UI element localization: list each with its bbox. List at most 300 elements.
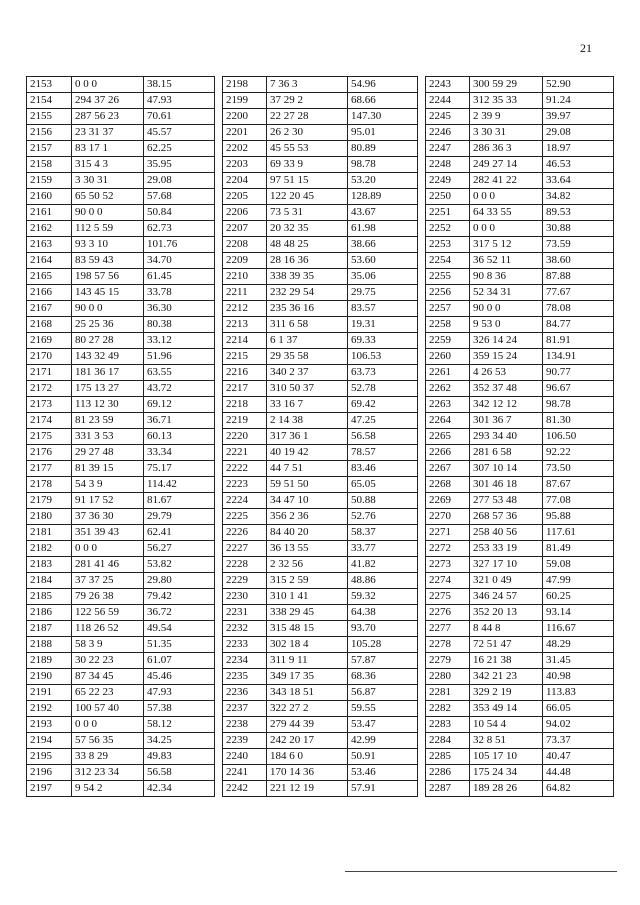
point-number-cell: 2270 [426, 509, 470, 525]
column-gap [418, 541, 426, 557]
point-number-cell: 2197 [27, 781, 72, 797]
angle-cell: 4 26 53 [470, 365, 543, 381]
point-number-cell: 2280 [426, 669, 470, 685]
distance-cell: 53.60 [348, 253, 418, 269]
point-number-cell: 2234 [223, 653, 267, 669]
point-number-cell: 2283 [426, 717, 470, 733]
point-number-cell: 2274 [426, 573, 470, 589]
angle-cell: 81 23 59 [72, 413, 144, 429]
column-gap [418, 765, 426, 781]
point-number-cell: 2154 [27, 93, 72, 109]
column-gap [418, 621, 426, 637]
point-number-cell: 2188 [27, 637, 72, 653]
point-number-cell: 2250 [426, 189, 470, 205]
angle-cell: 37 37 25 [72, 573, 144, 589]
table-row [27, 109, 614, 125]
angle-cell: 33 8 29 [72, 749, 144, 765]
distance-cell: 29.08 [144, 173, 215, 189]
angle-cell: 315 2 59 [267, 573, 348, 589]
angle-cell: 83 59 43 [72, 253, 144, 269]
point-number-cell: 2187 [27, 621, 72, 637]
point-number-cell: 2254 [426, 253, 470, 269]
point-number-cell: 2262 [426, 381, 470, 397]
column-gap [215, 621, 223, 637]
angle-cell: 300 59 29 [470, 77, 543, 93]
column-gap [418, 173, 426, 189]
point-number-cell: 2196 [27, 765, 72, 781]
angle-cell: 40 19 42 [267, 445, 348, 461]
angle-cell: 37 36 30 [72, 509, 144, 525]
angle-cell: 2 14 38 [267, 413, 348, 429]
angle-cell: 321 0 49 [470, 573, 543, 589]
angle-cell: 310 50 37 [267, 381, 348, 397]
point-number-cell: 2176 [27, 445, 72, 461]
distance-cell: 38.60 [543, 253, 614, 269]
table-row [27, 749, 614, 765]
column-gap [215, 429, 223, 445]
point-number-cell: 2200 [223, 109, 267, 125]
table-row [27, 653, 614, 669]
angle-cell: 286 36 3 [470, 141, 543, 157]
angle-cell: 29 27 48 [72, 445, 144, 461]
column-gap [418, 573, 426, 589]
distance-cell: 33.34 [144, 445, 215, 461]
point-number-cell: 2269 [426, 493, 470, 509]
distance-cell: 47.93 [144, 685, 215, 701]
angle-cell: 338 29 45 [267, 605, 348, 621]
angle-cell: 118 26 52 [72, 621, 144, 637]
column-gap [418, 349, 426, 365]
distance-cell: 70.61 [144, 109, 215, 125]
table-row [27, 349, 614, 365]
point-number-cell: 2233 [223, 637, 267, 653]
column-gap [215, 125, 223, 141]
angle-cell: 0 0 0 [470, 189, 543, 205]
distance-cell: 93.70 [348, 621, 418, 637]
point-number-cell: 2166 [27, 285, 72, 301]
distance-cell: 36.30 [144, 301, 215, 317]
column-gap [215, 333, 223, 349]
point-number-cell: 2198 [223, 77, 267, 93]
angle-cell: 340 2 37 [267, 365, 348, 381]
angle-cell: 64 33 55 [470, 205, 543, 221]
angle-cell: 301 46 18 [470, 477, 543, 493]
column-gap [215, 781, 223, 797]
column-gap [215, 93, 223, 109]
distance-cell: 52.78 [348, 381, 418, 397]
point-number-cell: 2256 [426, 285, 470, 301]
distance-cell: 83.46 [348, 461, 418, 477]
angle-cell: 349 17 35 [267, 669, 348, 685]
column-gap [215, 413, 223, 429]
table-row [27, 541, 614, 557]
angle-cell: 112 5 59 [72, 221, 144, 237]
column-gap [418, 637, 426, 653]
point-number-cell: 2174 [27, 413, 72, 429]
point-number-cell: 2210 [223, 269, 267, 285]
column-gap [215, 77, 223, 93]
angle-cell: 268 57 36 [470, 509, 543, 525]
angle-cell: 48 48 25 [267, 237, 348, 253]
column-gap [215, 237, 223, 253]
angle-cell: 22 27 28 [267, 109, 348, 125]
column-gap [215, 557, 223, 573]
table-row [27, 237, 614, 253]
distance-cell: 48.29 [543, 637, 614, 653]
point-number-cell: 2181 [27, 525, 72, 541]
table-row [27, 413, 614, 429]
table-row [27, 77, 614, 93]
table-body [27, 77, 614, 797]
point-number-cell: 2251 [426, 205, 470, 221]
column-gap [418, 381, 426, 397]
distance-cell: 34.70 [144, 253, 215, 269]
column-gap [418, 653, 426, 669]
column-gap [215, 733, 223, 749]
point-number-cell: 2238 [223, 717, 267, 733]
column-gap [418, 685, 426, 701]
distance-cell: 57.91 [348, 781, 418, 797]
angle-cell: 282 41 22 [470, 173, 543, 189]
point-number-cell: 2199 [223, 93, 267, 109]
distance-cell: 81.67 [144, 493, 215, 509]
table-row [27, 557, 614, 573]
column-gap [215, 397, 223, 413]
distance-cell: 98.78 [348, 157, 418, 173]
angle-cell: 331 3 53 [72, 429, 144, 445]
angle-cell: 277 53 48 [470, 493, 543, 509]
angle-cell: 293 34 40 [470, 429, 543, 445]
point-number-cell: 2236 [223, 685, 267, 701]
distance-cell: 69.42 [348, 397, 418, 413]
column-gap [418, 93, 426, 109]
distance-cell: 31.45 [543, 653, 614, 669]
angle-cell: 90 0 0 [470, 301, 543, 317]
distance-cell: 38.66 [348, 237, 418, 253]
angle-cell: 342 21 23 [470, 669, 543, 685]
column-gap [215, 701, 223, 717]
point-number-cell: 2158 [27, 157, 72, 173]
table-row [27, 509, 614, 525]
distance-cell: 59.32 [348, 589, 418, 605]
angle-cell: 10 54 4 [470, 717, 543, 733]
point-number-cell: 2284 [426, 733, 470, 749]
point-number-cell: 2226 [223, 525, 267, 541]
point-number-cell: 2217 [223, 381, 267, 397]
distance-cell: 60.13 [144, 429, 215, 445]
angle-cell: 81 39 15 [72, 461, 144, 477]
column-gap [418, 365, 426, 381]
distance-cell: 91.24 [543, 93, 614, 109]
angle-cell: 122 56 59 [72, 605, 144, 621]
distance-cell: 41.82 [348, 557, 418, 573]
table-row [27, 685, 614, 701]
table-row [27, 157, 614, 173]
column-gap [418, 333, 426, 349]
column-gap [215, 749, 223, 765]
column-gap [215, 637, 223, 653]
distance-cell: 62.73 [144, 221, 215, 237]
point-number-cell: 2204 [223, 173, 267, 189]
distance-cell: 53.47 [348, 717, 418, 733]
column-gap [215, 525, 223, 541]
distance-cell: 47.93 [144, 93, 215, 109]
angle-cell: 9 54 2 [72, 781, 144, 797]
column-gap [215, 381, 223, 397]
distance-cell: 42.99 [348, 733, 418, 749]
table-row [27, 781, 614, 797]
distance-cell: 90.77 [543, 365, 614, 381]
angle-cell: 83 17 1 [72, 141, 144, 157]
point-number-cell: 2179 [27, 493, 72, 509]
point-number-cell: 2266 [426, 445, 470, 461]
distance-cell: 29.08 [543, 125, 614, 141]
point-number-cell: 2180 [27, 509, 72, 525]
table-row [27, 285, 614, 301]
distance-cell: 33.64 [543, 173, 614, 189]
angle-cell: 0 0 0 [470, 221, 543, 237]
distance-cell: 43.72 [144, 381, 215, 397]
point-number-cell: 2164 [27, 253, 72, 269]
angle-cell: 33 16 7 [267, 397, 348, 413]
column-gap [418, 589, 426, 605]
angle-cell: 175 13 27 [72, 381, 144, 397]
distance-cell: 47.99 [543, 573, 614, 589]
distance-cell: 29.75 [348, 285, 418, 301]
distance-cell: 59.08 [543, 557, 614, 573]
angle-cell: 32 8 51 [470, 733, 543, 749]
angle-cell: 36 52 11 [470, 253, 543, 269]
distance-cell: 50.88 [348, 493, 418, 509]
distance-cell: 64.38 [348, 605, 418, 621]
distance-cell: 44.48 [543, 765, 614, 781]
angle-cell: 279 44 39 [267, 717, 348, 733]
distance-cell: 52.90 [543, 77, 614, 93]
distance-cell: 54.96 [348, 77, 418, 93]
angle-cell: 249 27 14 [470, 157, 543, 173]
angle-cell: 315 4 3 [72, 157, 144, 173]
point-number-cell: 2286 [426, 765, 470, 781]
angle-cell: 352 20 13 [470, 605, 543, 621]
angle-cell: 353 49 14 [470, 701, 543, 717]
point-number-cell: 2167 [27, 301, 72, 317]
angle-cell: 294 37 26 [72, 93, 144, 109]
angle-cell: 317 5 12 [470, 237, 543, 253]
distance-cell: 34.25 [144, 733, 215, 749]
distance-cell: 89.53 [543, 205, 614, 221]
point-number-cell: 2192 [27, 701, 72, 717]
distance-cell: 47.25 [348, 413, 418, 429]
point-number-cell: 2162 [27, 221, 72, 237]
table-row [27, 765, 614, 781]
column-gap [215, 669, 223, 685]
point-number-cell: 2232 [223, 621, 267, 637]
angle-cell: 9 53 0 [470, 317, 543, 333]
column-gap [418, 317, 426, 333]
distance-cell: 95.88 [543, 509, 614, 525]
point-number-cell: 2285 [426, 749, 470, 765]
column-gap [418, 557, 426, 573]
angle-cell: 105 17 10 [470, 749, 543, 765]
column-gap [418, 237, 426, 253]
angle-cell: 311 9 11 [267, 653, 348, 669]
angle-cell: 311 6 58 [267, 317, 348, 333]
angle-cell: 113 12 30 [72, 397, 144, 413]
column-gap [215, 493, 223, 509]
column-gap [418, 253, 426, 269]
angle-cell: 8 44 8 [470, 621, 543, 637]
angle-cell: 93 3 10 [72, 237, 144, 253]
column-gap [418, 125, 426, 141]
angle-cell: 2 39 9 [470, 109, 543, 125]
table-row [27, 493, 614, 509]
distance-cell: 96.67 [543, 381, 614, 397]
distance-cell: 73.50 [543, 461, 614, 477]
distance-cell: 63.73 [348, 365, 418, 381]
column-gap [215, 301, 223, 317]
point-number-cell: 2169 [27, 333, 72, 349]
column-gap [215, 589, 223, 605]
distance-cell: 19.31 [348, 317, 418, 333]
distance-cell: 66.05 [543, 701, 614, 717]
point-number-cell: 2263 [426, 397, 470, 413]
point-number-cell: 2279 [426, 653, 470, 669]
table-row [27, 605, 614, 621]
angle-cell: 189 28 26 [470, 781, 543, 797]
angle-cell: 34 47 10 [267, 493, 348, 509]
angle-cell: 54 3 9 [72, 477, 144, 493]
angle-cell: 322 27 2 [267, 701, 348, 717]
angle-cell: 301 36 7 [470, 413, 543, 429]
distance-cell: 95.01 [348, 125, 418, 141]
distance-cell: 33.78 [144, 285, 215, 301]
column-gap [215, 445, 223, 461]
distance-cell: 52.76 [348, 509, 418, 525]
column-gap [215, 349, 223, 365]
point-number-cell: 2202 [223, 141, 267, 157]
column-gap [418, 605, 426, 621]
column-gap [215, 269, 223, 285]
distance-cell: 80.89 [348, 141, 418, 157]
distance-cell: 50.91 [348, 749, 418, 765]
point-number-cell: 2225 [223, 509, 267, 525]
distance-cell: 45.57 [144, 125, 215, 141]
angle-cell: 235 36 16 [267, 301, 348, 317]
point-number-cell: 2190 [27, 669, 72, 685]
angle-cell: 90 0 0 [72, 301, 144, 317]
column-gap [215, 477, 223, 493]
point-number-cell: 2258 [426, 317, 470, 333]
distance-cell: 30.88 [543, 221, 614, 237]
point-number-cell: 2168 [27, 317, 72, 333]
point-number-cell: 2255 [426, 269, 470, 285]
angle-cell: 57 56 35 [72, 733, 144, 749]
point-number-cell: 2281 [426, 685, 470, 701]
angle-cell: 90 0 0 [72, 205, 144, 221]
table-row [27, 669, 614, 685]
angle-cell: 97 51 15 [267, 173, 348, 189]
point-number-cell: 2153 [27, 77, 72, 93]
distance-cell: 50.84 [144, 205, 215, 221]
point-number-cell: 2189 [27, 653, 72, 669]
angle-cell: 45 55 53 [267, 141, 348, 157]
point-number-cell: 2272 [426, 541, 470, 557]
point-number-cell: 2231 [223, 605, 267, 621]
column-gap [418, 397, 426, 413]
distance-cell: 84.77 [543, 317, 614, 333]
point-number-cell: 2193 [27, 717, 72, 733]
table-row [27, 269, 614, 285]
point-number-cell: 2244 [426, 93, 470, 109]
column-gap [215, 717, 223, 733]
distance-cell: 87.88 [543, 269, 614, 285]
angle-cell: 253 33 19 [470, 541, 543, 557]
point-number-cell: 2253 [426, 237, 470, 253]
column-gap [215, 253, 223, 269]
distance-cell: 81.30 [543, 413, 614, 429]
point-number-cell: 2172 [27, 381, 72, 397]
angle-cell: 175 24 34 [470, 765, 543, 781]
distance-cell: 29.80 [144, 573, 215, 589]
distance-cell: 29.79 [144, 509, 215, 525]
angle-cell: 143 32 49 [72, 349, 144, 365]
distance-cell: 68.36 [348, 669, 418, 685]
angle-cell: 310 1 41 [267, 589, 348, 605]
point-number-cell: 2159 [27, 173, 72, 189]
distance-cell: 42.34 [144, 781, 215, 797]
point-number-cell: 2224 [223, 493, 267, 509]
distance-cell: 81.91 [543, 333, 614, 349]
point-number-cell: 2282 [426, 701, 470, 717]
distance-cell: 113.83 [543, 685, 614, 701]
angle-cell: 242 20 17 [267, 733, 348, 749]
distance-cell: 73.59 [543, 237, 614, 253]
distance-cell: 92.22 [543, 445, 614, 461]
point-number-cell: 2241 [223, 765, 267, 781]
distance-cell: 117.61 [543, 525, 614, 541]
distance-cell: 78.08 [543, 301, 614, 317]
distance-cell: 93.14 [543, 605, 614, 621]
point-number-cell: 2215 [223, 349, 267, 365]
distance-cell: 65.05 [348, 477, 418, 493]
point-number-cell: 2206 [223, 205, 267, 221]
angle-cell: 326 14 24 [470, 333, 543, 349]
table-row [27, 381, 614, 397]
distance-cell: 40.47 [543, 749, 614, 765]
point-number-cell: 2191 [27, 685, 72, 701]
table-row [27, 93, 614, 109]
angle-cell: 69 33 9 [267, 157, 348, 173]
angle-cell: 3 30 31 [470, 125, 543, 141]
angle-cell: 2 32 56 [267, 557, 348, 573]
distance-cell: 63.55 [144, 365, 215, 381]
footnote-rule [345, 871, 617, 872]
table-row [27, 637, 614, 653]
angle-cell: 29 35 58 [267, 349, 348, 365]
column-gap [418, 429, 426, 445]
distance-cell: 62.41 [144, 525, 215, 541]
angle-cell: 258 40 56 [470, 525, 543, 541]
distance-cell: 53.46 [348, 765, 418, 781]
point-number-cell: 2259 [426, 333, 470, 349]
point-number-cell: 2207 [223, 221, 267, 237]
column-gap [418, 781, 426, 797]
distance-cell: 51.35 [144, 637, 215, 653]
column-gap [215, 765, 223, 781]
column-gap [418, 205, 426, 221]
table-row [27, 189, 614, 205]
angle-cell: 122 20 45 [267, 189, 348, 205]
